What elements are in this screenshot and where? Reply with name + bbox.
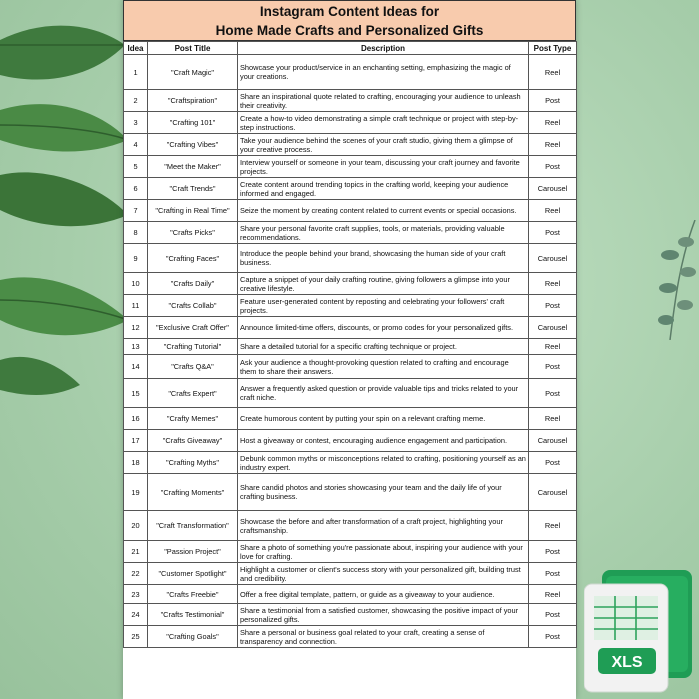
document-title (123, 0, 576, 41)
idea-cell: 10 (124, 273, 148, 295)
post-title-cell: "Exclusive Craft Offer" (148, 317, 238, 339)
table-row (124, 408, 577, 430)
post-type-cell: Post (529, 452, 577, 474)
xls-label: XLS (611, 654, 643, 671)
description-cell: Showcase your product/service in an enchanting setting, emphasizing the magic of your creations. (238, 55, 529, 90)
post-type-cell: Post (529, 90, 577, 112)
idea-cell: 4 (124, 134, 148, 156)
idea-cell: 22 (124, 563, 148, 585)
description-cell: Create a how-to video demonstrating a simple craft technique or project with step-by-step instructions. (238, 112, 529, 134)
xls-file-icon (584, 570, 694, 695)
post-type-cell: Reel (529, 200, 577, 222)
description-cell: Create content around trending topics in the crafting world, keeping your audience informed and engaged. (238, 178, 529, 200)
post-title-cell: "Crafts Collab" (148, 295, 238, 317)
description-cell: Create humorous content by putting your spin on a relevant crafting meme. (238, 408, 529, 430)
table-row (124, 430, 577, 452)
post-title-cell: "Crafts Picks" (148, 222, 238, 244)
table-row (124, 317, 577, 339)
post-type-cell: Carousel (529, 178, 577, 200)
description-cell: Showcase the before and after transformation of a craft project, highlighting your craftsmanship. (238, 511, 529, 541)
post-type-cell: Reel (529, 134, 577, 156)
post-title-cell: "Crafts Q&A" (148, 355, 238, 379)
idea-cell: 24 (124, 604, 148, 626)
post-type-cell: Post (529, 355, 577, 379)
description-cell: Debunk common myths or misconceptions related to crafting, positioning yourself as an industry expert. (238, 452, 529, 474)
post-title-cell: "Crafty Memes" (148, 408, 238, 430)
table-header-row (124, 42, 577, 55)
spreadsheet-document (123, 0, 576, 699)
idea-cell: 18 (124, 452, 148, 474)
description-cell: Offer a free digital template, pattern, or guide as a giveaway to your audience. (238, 585, 529, 604)
post-title-cell: "Crafts Giveaway" (148, 430, 238, 452)
table-row (124, 604, 577, 626)
idea-cell: 1 (124, 55, 148, 90)
post-title-cell: "Craftspiration" (148, 90, 238, 112)
eucalyptus-sprig-decoration (640, 220, 699, 340)
description-cell: Highlight a customer or client's success story with your personalized gift, building trust and credibility. (238, 563, 529, 585)
post-title-cell: "Crafts Freebie" (148, 585, 238, 604)
idea-cell: 15 (124, 379, 148, 408)
post-type-cell: Post (529, 563, 577, 585)
idea-cell: 6 (124, 178, 148, 200)
header-post-title: Post Title (148, 42, 238, 55)
post-type-cell: Reel (529, 273, 577, 295)
post-type-cell: Post (529, 626, 577, 648)
description-cell: Interview yourself or someone in your team, discussing your craft journey and favorite projects. (238, 156, 529, 178)
table-row (124, 178, 577, 200)
idea-cell: 12 (124, 317, 148, 339)
post-title-cell: "Customer Spotlight" (148, 563, 238, 585)
idea-cell: 2 (124, 90, 148, 112)
table-row (124, 541, 577, 563)
idea-cell: 21 (124, 541, 148, 563)
description-cell: Share a photo of something you're passionate about, inspiring your audience with your love for crafting. (238, 541, 529, 563)
description-cell: Share your personal favorite craft supplies, tools, or materials, providing valuable recommendations. (238, 222, 529, 244)
post-title-cell: "Craft Trends" (148, 178, 238, 200)
description-cell: Feature user-generated content by reposting and celebrating your followers' craft projects. (238, 295, 529, 317)
post-type-cell: Post (529, 379, 577, 408)
table-row (124, 134, 577, 156)
idea-cell: 14 (124, 355, 148, 379)
table-row (124, 273, 577, 295)
post-title-cell: "Craft Magic" (148, 55, 238, 90)
idea-cell: 13 (124, 339, 148, 355)
table-row (124, 511, 577, 541)
post-title-cell: "Crafts Daily" (148, 273, 238, 295)
post-type-cell: Carousel (529, 244, 577, 273)
table-row (124, 452, 577, 474)
description-cell: Take your audience behind the scenes of your craft studio, giving them a glimpse of your creative process. (238, 134, 529, 156)
description-cell: Seize the moment by creating content related to current events or special occasions. (238, 200, 529, 222)
post-type-cell: Reel (529, 408, 577, 430)
post-type-cell: Reel (529, 585, 577, 604)
table-row (124, 244, 577, 273)
post-type-cell: Reel (529, 55, 577, 90)
post-type-cell: Post (529, 541, 577, 563)
post-title-cell: "Craft Transformation" (148, 511, 238, 541)
post-title-cell: "Crafting Tutorial" (148, 339, 238, 355)
idea-cell: 5 (124, 156, 148, 178)
post-title-cell: "Crafting Vibes" (148, 134, 238, 156)
post-type-cell: Reel (529, 339, 577, 355)
idea-cell: 17 (124, 430, 148, 452)
post-title-cell: "Passion Project" (148, 541, 238, 563)
description-cell: Host a giveaway or contest, encouraging audience engagement and participation. (238, 430, 529, 452)
description-cell: Capture a snippet of your daily crafting routine, giving followers a glimpse into your creative lifestyle. (238, 273, 529, 295)
post-type-cell: Reel (529, 511, 577, 541)
post-type-cell: Post (529, 295, 577, 317)
content-ideas-table (123, 41, 577, 648)
post-title-cell: "Crafting in Real Time" (148, 200, 238, 222)
table-row (124, 474, 577, 511)
idea-cell: 8 (124, 222, 148, 244)
description-cell: Share candid photos and stories showcasing your team and the daily life of your crafting business. (238, 474, 529, 511)
table-row (124, 90, 577, 112)
header-post-type: Post Type (529, 42, 577, 55)
post-type-cell: Carousel (529, 430, 577, 452)
description-cell: Ask your audience a thought-provoking question related to crafting and encourage them to share their answers. (238, 355, 529, 379)
idea-cell: 19 (124, 474, 148, 511)
title-line-1: Instagram Content Ideas for (259, 4, 440, 19)
idea-cell: 25 (124, 626, 148, 648)
description-cell: Share a personal or business goal related to your craft, creating a sense of transparency and connection. (238, 626, 529, 648)
post-title-cell: "Crafts Expert" (148, 379, 238, 408)
idea-cell: 20 (124, 511, 148, 541)
post-type-cell: Post (529, 156, 577, 178)
idea-cell: 16 (124, 408, 148, 430)
table-row (124, 379, 577, 408)
idea-cell: 23 (124, 585, 148, 604)
table-row (124, 295, 577, 317)
table-row (124, 156, 577, 178)
post-type-cell: Carousel (529, 317, 577, 339)
table-row (124, 355, 577, 379)
post-type-cell: Reel (529, 112, 577, 134)
post-title-cell: "Crafting Myths" (148, 452, 238, 474)
description-cell: Introduce the people behind your brand, showcasing the human side of your craft business. (238, 244, 529, 273)
table-row (124, 112, 577, 134)
table-row (124, 585, 577, 604)
post-title-cell: "Crafting 101" (148, 112, 238, 134)
table-row (124, 563, 577, 585)
title-line-2: Home Made Crafts and Personalized Gifts (215, 23, 484, 38)
header-idea: Idea (124, 42, 148, 55)
table-row (124, 55, 577, 90)
post-title-cell: "Crafts Testimonial" (148, 604, 238, 626)
description-cell: Answer a frequently asked question or provide valuable tips and tricks related to your craft niche. (238, 379, 529, 408)
leaf-decoration-left (0, 0, 130, 420)
description-cell: Share a testimonial from a satisfied customer, showcasing the positive impact of your personalized gifts. (238, 604, 529, 626)
post-title-cell: "Meet the Maker" (148, 156, 238, 178)
table-row (124, 626, 577, 648)
idea-cell: 3 (124, 112, 148, 134)
idea-cell: 7 (124, 200, 148, 222)
post-title-cell: "Crafting Faces" (148, 244, 238, 273)
description-cell: Share an inspirational quote related to crafting, encouraging your audience to unleash their creativity. (238, 90, 529, 112)
post-type-cell: Carousel (529, 474, 577, 511)
table-row (124, 339, 577, 355)
post-title-cell: "Crafting Goals" (148, 626, 238, 648)
post-type-cell: Post (529, 222, 577, 244)
description-cell: Announce limited-time offers, discounts, or promo codes for your personalized gifts. (238, 317, 529, 339)
idea-cell: 9 (124, 244, 148, 273)
post-title-cell: "Crafting Moments" (148, 474, 238, 511)
header-description: Description (238, 42, 529, 55)
description-cell: Share a detailed tutorial for a specific crafting technique or project. (238, 339, 529, 355)
table-row (124, 200, 577, 222)
post-type-cell: Post (529, 604, 577, 626)
table-row (124, 222, 577, 244)
idea-cell: 11 (124, 295, 148, 317)
